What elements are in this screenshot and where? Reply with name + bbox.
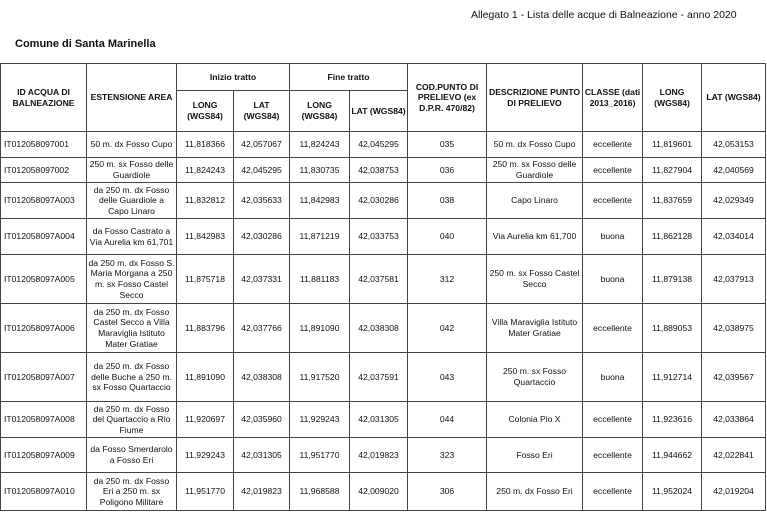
cell-f-long: 11,830735 bbox=[290, 158, 350, 183]
cell-estensione: da Fosso Smerdarolo a Fosso Eri bbox=[87, 438, 177, 473]
cell-descr: 250 m. dx Fosso Eri bbox=[487, 473, 583, 511]
cell-long: 11,889053 bbox=[643, 304, 702, 353]
cell-i-long: 11,842983 bbox=[177, 219, 234, 255]
cell-lat: 42,039567 bbox=[702, 353, 766, 402]
cell-f-long: 11,891090 bbox=[290, 304, 350, 353]
cell-lat: 42,019204 bbox=[702, 473, 766, 511]
cell-estensione: da 250 m. dx Fosso del Quartaccio a Rio Fiume bbox=[87, 402, 177, 438]
col-estensione-header: ESTENSIONE AREA bbox=[87, 64, 177, 132]
cell-descr: 50 m. dx Fosso Cupo bbox=[487, 132, 583, 158]
cell-lat: 42,053153 bbox=[702, 132, 766, 158]
cell-f-lat: 42,033753 bbox=[350, 219, 408, 255]
bathing-waters-table bbox=[0, 63, 766, 511]
cell-i-long: 11,818366 bbox=[177, 132, 234, 158]
cell-descr: Fosso Eri bbox=[487, 438, 583, 473]
cell-i-long: 11,920697 bbox=[177, 402, 234, 438]
col-inizio-lat-header: LAT (WGS84) bbox=[234, 91, 290, 132]
cell-estensione: da 250 m. dx Fosso Castel Secco a Villa Maraviglia Istituto Mater Gratiae bbox=[87, 304, 177, 353]
cell-f-lat: 42,038308 bbox=[350, 304, 408, 353]
cell-classe: eccellente bbox=[583, 304, 643, 353]
comune-heading: Comune di Santa Marinella bbox=[15, 38, 156, 50]
cell-i-lat: 42,019823 bbox=[234, 473, 290, 511]
cell-descr: Villa Maraviglia Istituto Mater Gratiae bbox=[487, 304, 583, 353]
cell-estensione: 250 m. sx Fosso delle Guardiole bbox=[87, 158, 177, 183]
cell-f-long: 11,881183 bbox=[290, 255, 350, 304]
cell-classe: eccellente bbox=[583, 438, 643, 473]
cell-descr: Capo Linaro bbox=[487, 183, 583, 219]
cell-f-lat: 42,037591 bbox=[350, 353, 408, 402]
cell-f-long: 11,824243 bbox=[290, 132, 350, 158]
cell-lat: 42,038975 bbox=[702, 304, 766, 353]
cell-classe: eccellente bbox=[583, 473, 643, 511]
cell-long: 11,827904 bbox=[643, 158, 702, 183]
cell-lat: 42,034014 bbox=[702, 219, 766, 255]
cell-id: IT012058097A007 bbox=[1, 353, 87, 402]
cell-f-long: 11,871219 bbox=[290, 219, 350, 255]
col-fine-long-header: LONG (WGS84) bbox=[290, 91, 350, 132]
cell-cod: 042 bbox=[408, 304, 487, 353]
cell-i-lat: 42,031305 bbox=[234, 438, 290, 473]
cell-f-lat: 42,037581 bbox=[350, 255, 408, 304]
cell-cod: 323 bbox=[408, 438, 487, 473]
cell-id: IT012058097A009 bbox=[1, 438, 87, 473]
cell-i-long: 11,875718 bbox=[177, 255, 234, 304]
cell-estensione: da Fosso Castrato a Via Aurelia km 61,701 bbox=[87, 219, 177, 255]
cell-f-long: 11,842983 bbox=[290, 183, 350, 219]
col-long-header: LONG (WGS84) bbox=[643, 64, 702, 132]
cell-estensione: da 250 m. dx Fosso S. Maria Morgana a 250 m. sx Fosso Castel Secco bbox=[87, 255, 177, 304]
cell-descr: Via Aurelia km 61,700 bbox=[487, 219, 583, 255]
col-id-header: ID ACQUA DI BALNEAZIONE bbox=[1, 64, 87, 132]
cell-cod: 306 bbox=[408, 473, 487, 511]
col-descr-header: DESCRIZIONE PUNTO DI PRELIEVO bbox=[487, 64, 583, 132]
cell-long: 11,952024 bbox=[643, 473, 702, 511]
cell-i-lat: 42,057067 bbox=[234, 132, 290, 158]
col-fine-lat-header: LAT (WGS84) bbox=[350, 91, 408, 132]
cell-classe: buona bbox=[583, 219, 643, 255]
cell-f-lat: 42,030286 bbox=[350, 183, 408, 219]
cell-descr: Colonia Pio X bbox=[487, 402, 583, 438]
col-inizio-long-header: LONG (WGS84) bbox=[177, 91, 234, 132]
table-row bbox=[1, 255, 766, 304]
cell-cod: 035 bbox=[408, 132, 487, 158]
cell-classe: eccellente bbox=[583, 402, 643, 438]
cell-descr: 250 m. sx Fosso Castel Secco bbox=[487, 255, 583, 304]
cell-i-lat: 42,037766 bbox=[234, 304, 290, 353]
cell-long: 11,879138 bbox=[643, 255, 702, 304]
cell-id: IT012058097A003 bbox=[1, 183, 87, 219]
cell-f-lat: 42,031305 bbox=[350, 402, 408, 438]
cell-id: IT012058097A005 bbox=[1, 255, 87, 304]
cell-f-lat: 42,038753 bbox=[350, 158, 408, 183]
cell-lat: 42,037913 bbox=[702, 255, 766, 304]
cell-i-long: 11,929243 bbox=[177, 438, 234, 473]
cell-f-long: 11,929243 bbox=[290, 402, 350, 438]
cell-long: 11,819601 bbox=[643, 132, 702, 158]
cell-i-long: 11,891090 bbox=[177, 353, 234, 402]
cell-i-lat: 42,030286 bbox=[234, 219, 290, 255]
cell-id: IT012058097A010 bbox=[1, 473, 87, 511]
cell-id: IT012058097002 bbox=[1, 158, 87, 183]
cell-classe: eccellente bbox=[583, 158, 643, 183]
cell-id: IT012058097A008 bbox=[1, 402, 87, 438]
cell-i-lat: 42,038308 bbox=[234, 353, 290, 402]
cell-long: 11,923616 bbox=[643, 402, 702, 438]
cell-i-long: 11,883796 bbox=[177, 304, 234, 353]
cell-classe: buona bbox=[583, 255, 643, 304]
cell-estensione: 50 m. dx Fosso Cupo bbox=[87, 132, 177, 158]
table-row bbox=[1, 132, 766, 158]
cell-id: IT012058097A004 bbox=[1, 219, 87, 255]
table-row bbox=[1, 304, 766, 353]
cell-cod: 044 bbox=[408, 402, 487, 438]
cell-i-lat: 42,045295 bbox=[234, 158, 290, 183]
cell-f-lat: 42,009020 bbox=[350, 473, 408, 511]
cell-f-long: 11,968588 bbox=[290, 473, 350, 511]
cell-cod: 040 bbox=[408, 219, 487, 255]
cell-cod: 043 bbox=[408, 353, 487, 402]
cell-estensione: da 250 m. dx Fosso delle Guardiole a Capo Linaro bbox=[87, 183, 177, 219]
cell-long: 11,944662 bbox=[643, 438, 702, 473]
cell-lat: 42,040569 bbox=[702, 158, 766, 183]
cell-f-long: 11,951770 bbox=[290, 438, 350, 473]
cell-i-lat: 42,037331 bbox=[234, 255, 290, 304]
cell-cod: 312 bbox=[408, 255, 487, 304]
col-classe-header: CLASSE (dati 2013_2016) bbox=[583, 64, 643, 132]
cell-classe: eccellente bbox=[583, 132, 643, 158]
cell-long: 11,912714 bbox=[643, 353, 702, 402]
cell-cod: 038 bbox=[408, 183, 487, 219]
cell-i-lat: 42,035960 bbox=[234, 402, 290, 438]
table-row bbox=[1, 438, 766, 473]
table-body bbox=[1, 132, 766, 511]
cell-lat: 42,022841 bbox=[702, 438, 766, 473]
col-lat-header: LAT (WGS84) bbox=[702, 64, 766, 132]
cell-estensione: da 250 m. dx Fosso delle Buche a 250 m. sx Fosso Quartaccio bbox=[87, 353, 177, 402]
cell-i-long: 11,824243 bbox=[177, 158, 234, 183]
cell-i-lat: 42,035633 bbox=[234, 183, 290, 219]
cell-f-long: 11,917520 bbox=[290, 353, 350, 402]
document-title: Allegato 1 - Lista delle acque di Balneazione - anno 2020 bbox=[471, 9, 737, 21]
cell-estensione: da 250 m. dx Fosso Eri a 250 m. sx Poligono Militare bbox=[87, 473, 177, 511]
col-cod-header: COD.PUNTO DI PRELIEVO (ex D.P.R. 470/82) bbox=[408, 64, 487, 132]
cell-f-lat: 42,045295 bbox=[350, 132, 408, 158]
cell-classe: eccellente bbox=[583, 183, 643, 219]
cell-f-lat: 42,019823 bbox=[350, 438, 408, 473]
cell-i-long: 11,951770 bbox=[177, 473, 234, 511]
table-row bbox=[1, 219, 766, 255]
cell-cod: 036 bbox=[408, 158, 487, 183]
table-row bbox=[1, 353, 766, 402]
cell-lat: 42,033864 bbox=[702, 402, 766, 438]
cell-classe: buona bbox=[583, 353, 643, 402]
cell-long: 11,862128 bbox=[643, 219, 702, 255]
col-fine-header: Fine tratto bbox=[290, 64, 408, 91]
cell-id: IT012058097001 bbox=[1, 132, 87, 158]
cell-lat: 42,029349 bbox=[702, 183, 766, 219]
table-row bbox=[1, 183, 766, 219]
cell-descr: 250 m. sx Fosso Quartaccio bbox=[487, 353, 583, 402]
col-inizio-header: Inizio tratto bbox=[177, 64, 290, 91]
cell-i-long: 11,832812 bbox=[177, 183, 234, 219]
cell-id: IT012058097A006 bbox=[1, 304, 87, 353]
table-row bbox=[1, 158, 766, 183]
table-row bbox=[1, 473, 766, 511]
cell-long: 11,837659 bbox=[643, 183, 702, 219]
cell-descr: 250 m. sx Fosso delle Guardiole bbox=[487, 158, 583, 183]
table-row bbox=[1, 402, 766, 438]
